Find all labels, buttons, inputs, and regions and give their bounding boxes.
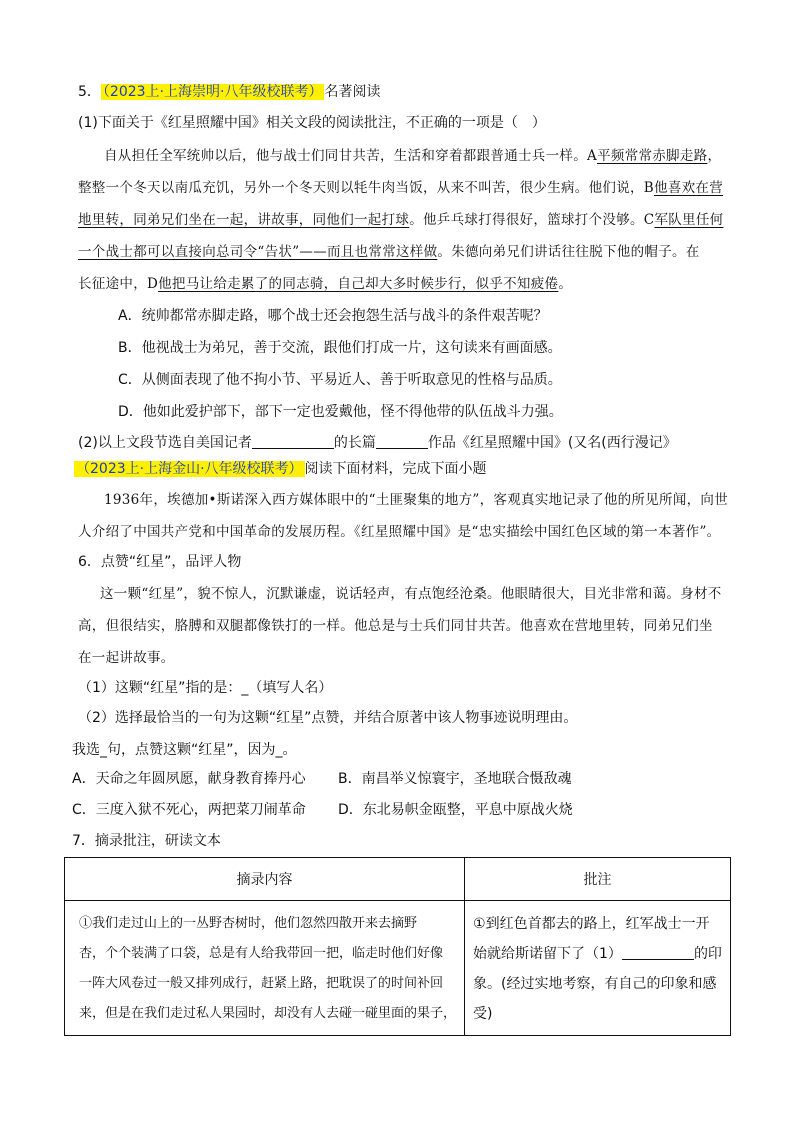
material-instruction: 阅读下面材料，完成下面小题 [304, 461, 487, 477]
impression-blank[interactable] [622, 944, 694, 960]
q5-option-d[interactable]: D．他如此爱护部下，部下一定也爱戴他，怪不得他带的队伍战斗力强。 [118, 404, 563, 420]
underline-b: 他喜欢在营 [654, 180, 724, 196]
excerpt-table-header [65, 858, 731, 901]
q6-passage-line-3: 在一起讲故事。 [78, 650, 175, 666]
q5-title: 名著阅读 [324, 84, 381, 100]
header-note: 批注 [465, 858, 731, 901]
q6-choose: 我选_句，点赞这颗“红星”，因为_。 [72, 742, 297, 758]
q5-option-c[interactable]: C．从侧面表现了他不拘小节、平易近人、善于听取意见的性格与品质。 [118, 372, 562, 388]
excerpt-line-1: ①我们走过山上的一丛野杏树时，他们忽然四散开来去摘野 [79, 916, 418, 931]
q5-passage-line-4: 一个战士都可以直接向总司令“告状”——而且也常常这样做。朱德向弟兄们讲话往往脱下他的帽子。在 [78, 244, 700, 260]
material-heading [74, 459, 487, 479]
note-line-3: 象。(经过实地考察，有自己的印象和感 [473, 976, 717, 992]
q6-option-a[interactable]: A．天命之年圆夙愿，献身教育捧丹心 [72, 771, 306, 787]
header-excerpt: 摘录内容 [65, 858, 465, 901]
underline-c: 军队里任何 [654, 212, 724, 228]
excerpt-line-4: 来，但是在我们走过私人果园时，却没有人去碰一碰里面的果子， [79, 1006, 457, 1021]
q5-heading [78, 82, 380, 102]
note-line-1: ①到红色首都去的路上，红军战士一开 [473, 916, 710, 932]
q5-option-a[interactable]: A．统帅都常赤脚走路，哪个战士还会抱怨生活与战斗的条件艰苦呢？ [118, 308, 548, 324]
q6-sub2: （2）选择最恰当的一句为这颗“红星”点赞，并结合原著中该人物事迹说明理由。 [78, 710, 578, 726]
excerpt-table [64, 857, 731, 1036]
author-blank[interactable] [252, 433, 334, 449]
q6-option-b[interactable]: B．南昌举义惊寰宇，圣地联合慑敌魂 [338, 771, 572, 787]
excerpt-table-row [65, 901, 731, 1036]
underline-c-cont: 一个战士都可以直接向总司令“告状”——而且也常常这样做 [78, 244, 438, 260]
q5-passage-line-2: 整整一个冬天以南瓜充饥，另外一个冬天则以牦牛肉当饭，从来不叫苦，很少生病。他们说，B他喜欢在营 [78, 180, 724, 196]
genre-blank[interactable] [376, 433, 428, 449]
q5-passage-line-3: 地里转，同弟兄们坐在一起，讲故事，同他们一起打球。他乒乓球打得很好，篮球打个没够。C军队里任何 [78, 212, 724, 228]
q6-option-d[interactable]: D．东北易帜金瓯整，平息中原战火烧 [338, 802, 573, 818]
excerpt-line-3: 一阵大风卷过一般又排列成行，赶紧上路，把耽误了的时间补回 [79, 976, 444, 991]
q5-passage-line-5: 长征途中，D他把马让给走累了的同志骑，自己却大多时候步行，似乎不知疲倦。 [78, 276, 573, 292]
q6-passage-line-2: 高，但很结实，胳膊和双腿都像铁打的一样。他总是与士兵们同甘共苦。他喜欢在营地里转，同弟兄们坐 [78, 618, 713, 634]
note-line-2: 始就给斯诺留下了（1） 的印 [473, 946, 722, 962]
underline-b-cont: 地里转，同弟兄们坐在一起，讲故事，同他们一起打球 [78, 212, 410, 228]
q5-number: 5． [78, 84, 101, 100]
material-source-tag: （2023上·上海金山·八年级校联考） [76, 461, 303, 477]
q6-passage-line-1: 这一颗“红星”，貌不惊人，沉默谦虚，说话轻声，有点饱经沧桑。他眼睛很大，目光非常和蔼。身材不 [100, 586, 722, 602]
q5-source-tag: （2023上·上海崇明·八年级校联考） [102, 84, 323, 100]
q7-title: 7．摘录批注，研读文本 [72, 833, 221, 849]
underline-d: 他把马让给走累了的同志骑，自己却大多时候步行，似乎不知疲倦 [158, 276, 559, 292]
note-line-4: 受) [473, 1006, 493, 1022]
excerpt-line-2: 杏，个个装满了口袋，总是有人给我带回一把，临走时他们好像 [79, 946, 444, 961]
material-line-2: 人介绍了中国共产党和中国革命的发展历程。《红星照耀中国》是“忠实描绘中国红色区域的第一本著作”。 [78, 524, 721, 540]
underline-a: 平频常常赤脚走路 [597, 148, 708, 164]
note-cell [465, 901, 731, 1036]
q5-option-b[interactable]: B．他视战士为弟兄，善于交流，跟他们打成一片，这句读来有画面感。 [118, 340, 562, 356]
q6-option-c[interactable]: C．三度入狱不死心，两把菜刀闹革命 [72, 802, 306, 818]
q5-sub2: (2)以上文段节选自美国记者 的长篇 作品《红星照耀中国》(又名(西行漫记》 [78, 435, 677, 451]
q6-title: 6．点赞“红星”，品评人物 [78, 554, 242, 570]
material-line-1: 1936年，埃德加•斯诺深入西方媒体眼中的“土匪聚集的地方”，客观真实地记录了他的所见所闻，向世 [104, 492, 729, 508]
q6-sub1: （1）这颗“红星”指的是：_（填写人名） [78, 680, 333, 696]
q5-sub1: (1)下面关于《红星照耀中国》相关文段的阅读批注，不正确的一项是（ ） [78, 115, 546, 131]
excerpt-cell [65, 901, 465, 1036]
q5-passage-line-1: 自从担任全军统帅以后，他与战士们同甘共苦，生活和穿着都跟普通士兵一样。A平频常常赤脚走路， [104, 148, 722, 164]
